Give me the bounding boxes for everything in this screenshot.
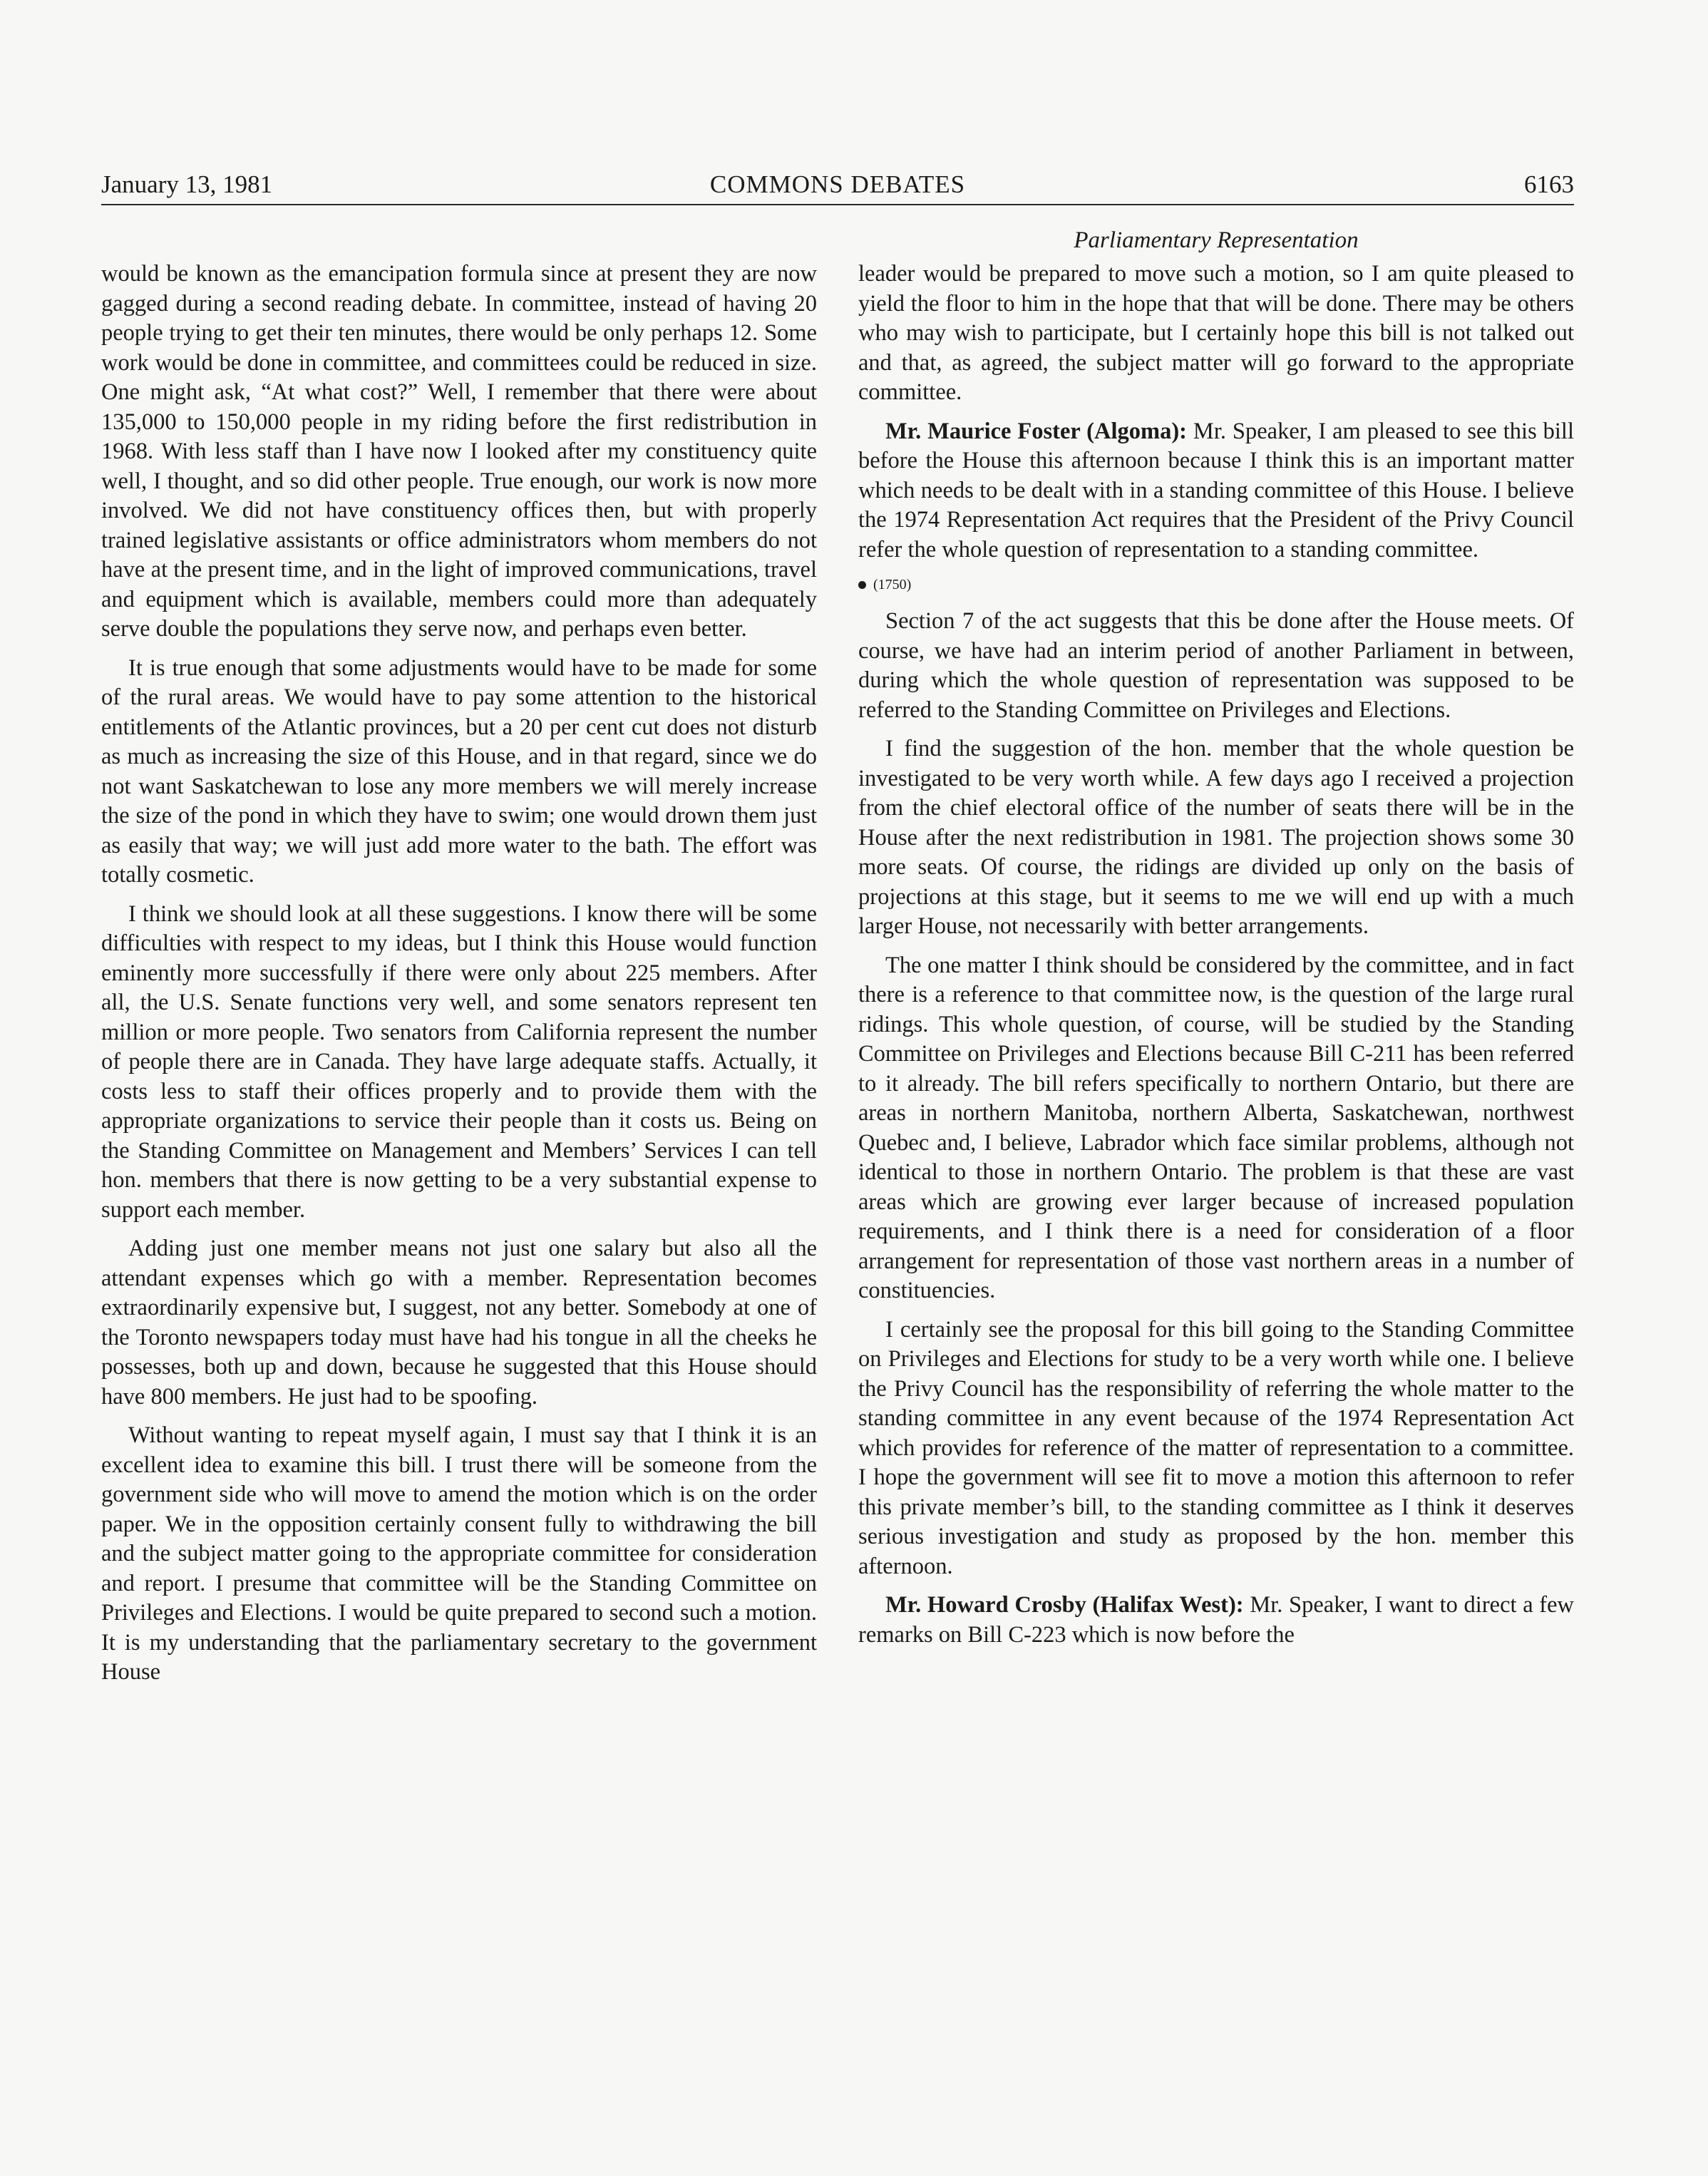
paragraph: The one matter I think should be considered by the committee, and in fact there is a reference to that committee now, is the question of the large rural ridings. This whole question, of course, will be studied by the Standing Committee on Privileges and Elections because Bill C-211 has been referred to it already. The bill refers specifically to northern Ontario, but there are areas in northern Manitoba, northern Alberta, Saskatchewan, northwest Quebec and, I believe, Labrador which face similar problems, although not identical to those in northern Ontario. The problem is that these are vast areas which are growing ever larger because of increased population requirements, and I think there is a need for consideration of a floor arrangement for representation of those vast northern areas in a number of constituencies.	[858, 952, 1574, 1303]
timestamp-marker	[858, 574, 1574, 595]
paragraph: would be known as the emancipation formula since at present they are now gagged during a second reading debate. In committee, instead of having 20 people trying to get their ten minutes, there would be only perhaps 12. Some work would be done in committee, and committees could be reduced in size. One might ask, “At what cost?” Well, I remember that there were about 135,000 to 150,000 people in my riding before the first redistribution in 1968. With less staff than I have now I looked after my constituency quite well, I thought, and so did other people. True enough, our work is now more involved. We did not have constituency offices then, but with properly trained legislative assistants or office administrators whom members do not have at the present time, and in the light of improved communications, travel and equipment which is available, members could more than adequately serve double the populations they serve now, and perhaps even better.	[101, 261, 817, 642]
left-column	[101, 260, 817, 1697]
header-date: January 13, 1981	[101, 170, 273, 198]
speech-text: Mr. Speaker, I am pleased to see this bill before the House this afternoon because I think this is an important matter which needs to be dealt with in a standing committee of this House. I believe the 1974 Representation Act requires that the President of the Privy Council refer the whole question of representation to a standing committee.	[858, 418, 1574, 563]
header-publication-title: COMMONS DEBATES	[709, 170, 966, 198]
header-page-number: 6163	[1524, 170, 1574, 198]
speech-foster	[858, 417, 1574, 565]
paragraph: leader would be prepared to move such a motion, so I am quite pleased to yield the floor to him in the hope that that will be done. There may be others who may wish to participate, but I certainly hope this bill is not talked out and that, as agreed, the subject matter will go forward to the appropriate committee.	[858, 261, 1574, 405]
page	[101, 168, 1575, 1685]
section-title: Parliamentary Representation	[1074, 227, 1359, 253]
paragraph: Section 7 of the act suggests that this be done after the House meets. Of course, we have had an interim period of another Parliament in between, during which the whole question of representation was supposed to be referred to the Standing Committee on Privileges and Elections.	[858, 608, 1574, 723]
paragraph: I think we should look at all these suggestions. I know there will be some difficulties with respect to my ideas, but I think this House would function eminently more successfully if there were only about 225 members. After all, the U.S. Senate functions very well, and some senators represent ten million or more people. Two senators from California represent the number of people there are in Canada. They have large adequate staffs. Actually, it costs less to staff their offices properly and to provide them with the appropriate organizations to service their people than it costs us. Being on the Standing Committee on Management and Members’ Services I can tell hon. members that there is now getting to be a very substantial expense to support each member.	[101, 900, 817, 1223]
speech-crosby	[858, 1591, 1574, 1650]
timestamp-text: (1750)	[873, 577, 912, 592]
speaker-name: Mr. Howard Crosby (Halifax West):	[885, 1592, 1244, 1618]
text-columns	[101, 260, 1574, 1697]
paragraph: I certainly see the proposal for this bill going to the Standing Committee on Privileges and Elections for study to be a very worth while one. I believe the Privy Council has the responsibility of referring the whole matter to the standing committee in any event because of the 1974 Representation Act which provides for reference of the matter of representation to a committee. I hope the government will see fit to move a motion this afternoon to refer this private member’s bill, to the standing committee as I think it deserves serious investigation and study as proposed by the hon. member this afternoon.	[858, 1316, 1574, 1579]
header-rule	[101, 204, 1574, 205]
paragraph: Adding just one member means not just one salary but also all the attendant expenses which go with a member. Representation becomes extraordinarily expensive but, I suggest, not any better. Somebody at one of the Toronto newspapers today must have had his tongue in all the cheeks he possesses, both up and down, because he suggested that this House should have 800 members. He just had to be spoofing.	[101, 1236, 817, 1410]
right-column	[858, 260, 1574, 1697]
speaker-name: Mr. Maurice Foster (Algoma):	[885, 418, 1187, 444]
bullet-icon	[858, 581, 866, 589]
paragraph: I find the suggestion of the hon. member that the whole question be investigated to be very worth while. A few days ago I received a projection from the chief electoral office of the number of seats there will be in the House after the next redistribution in 1981. The projection shows some 30 more seats. Of course, the ridings are divided up only on the basis of projections at this stage, but it seems to me we will end up with a much larger House, not necessarily with better arrangements.	[858, 736, 1574, 939]
speech-text: Mr. Speaker, I want to direct a few remarks on Bill C-223 which is now before the	[858, 1592, 1575, 1648]
running-head	[101, 168, 1574, 201]
paragraph: Without wanting to repeat myself again, I must say that I think it is an excellent idea to examine this bill. I trust there will be someone from the government side who will move to amend the motion which is on the order paper. We in the opposition certainly consent fully to withdrawing the bill and the subject matter going to the appropriate committee for consideration and report. I presume that committee will be the Standing Committee on Privileges and Elections. I would be quite prepared to second such a motion. It is my understanding that the parliamentary secretary to the government House	[101, 1422, 817, 1685]
paragraph: It is true enough that some adjustments would have to be made for some of the rural areas. We would have to pay some attention to the historical entitlements of the Atlantic provinces, but a 20 per cent cut does not disturb as much as increasing the size of this House, and in that regard, since we do not want Saskatchewan to lose any more members we will merely increase the size of the pond in which they have to swim; one would drown them just as easily that way; we will just add more water to the bath. The effort was totally cosmetic.	[101, 655, 817, 888]
